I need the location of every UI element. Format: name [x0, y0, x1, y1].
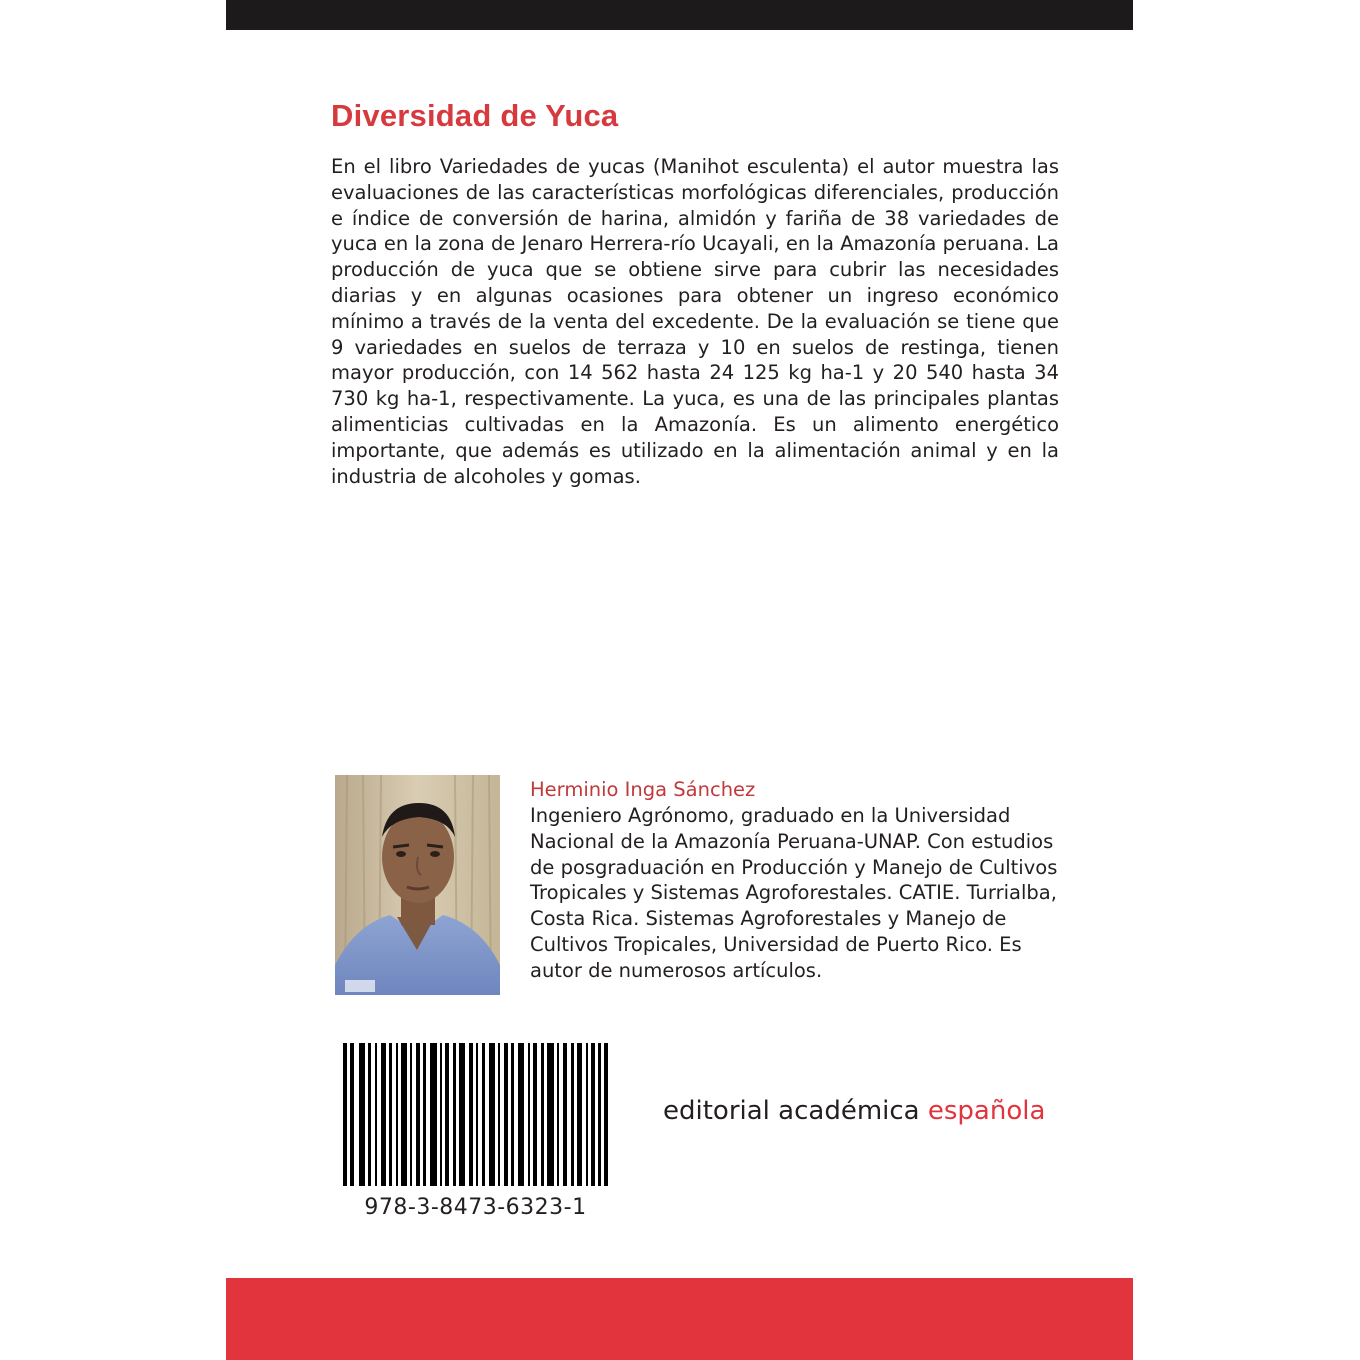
bottom-band	[226, 1278, 1133, 1360]
publisher-name-accent: española	[927, 1096, 1046, 1126]
publisher-name-main: editorial académica	[663, 1096, 920, 1126]
author-name: Herminio Inga Sánchez	[530, 778, 756, 801]
publisher-logo	[663, 1096, 1045, 1126]
top-band	[226, 0, 1133, 30]
author-bio: Ingeniero Agrónomo, graduado en la Universidad Nacional de la Amazonía Peruana-UNAP. Con estudios de posgraduación en Producción y Manejo de Cultivos Tropicales y Sistemas Agroforestales. CATIE. Turrialba, Costa Rica. Sistemas Agroforestales y Manejo de Cultivos Tropicales, Universidad de Puerto Rico. Es autor de numerosos artículos.	[530, 804, 1058, 982]
book-back-cover	[226, 0, 1133, 1360]
isbn-barcode	[343, 1043, 608, 1186]
book-blurb: En el libro Variedades de yucas (Manihot esculenta) el autor muestra las evaluaciones de las características morfológicas diferenciales, producción e índice de conversión de harina, almidón y fariña de 38 variedades de yuca en la zona de Jenaro Herrera-río Ucayali, en la Amazonía peruana. La producción de yuca que se obtiene sirve para cubrir las necesidades diarias y en algunas ocasiones para obtener un ingreso económico mínimo a través de la venta del excedente. De la evaluación se tiene que 9 variedades en suelos de terraza y 10 en suelos de restinga, tienen mayor producción, con 14 562 hasta 24 125 kg ha-1 y 20 540 hasta 34 730 kg ha-1, respectivamente. La yuca, es una de las principales plantas alimenticias cultivadas en la Amazonía. Es un alimento energético importante, que además es utilizado en la alimentación animal y en la industria de alcoholes y gomas.	[331, 155, 1059, 488]
book-title: Diversidad de Yuca	[331, 98, 619, 133]
isbn-number: 978-3-8473-6323-1	[364, 1195, 587, 1220]
author-photo	[335, 775, 500, 995]
